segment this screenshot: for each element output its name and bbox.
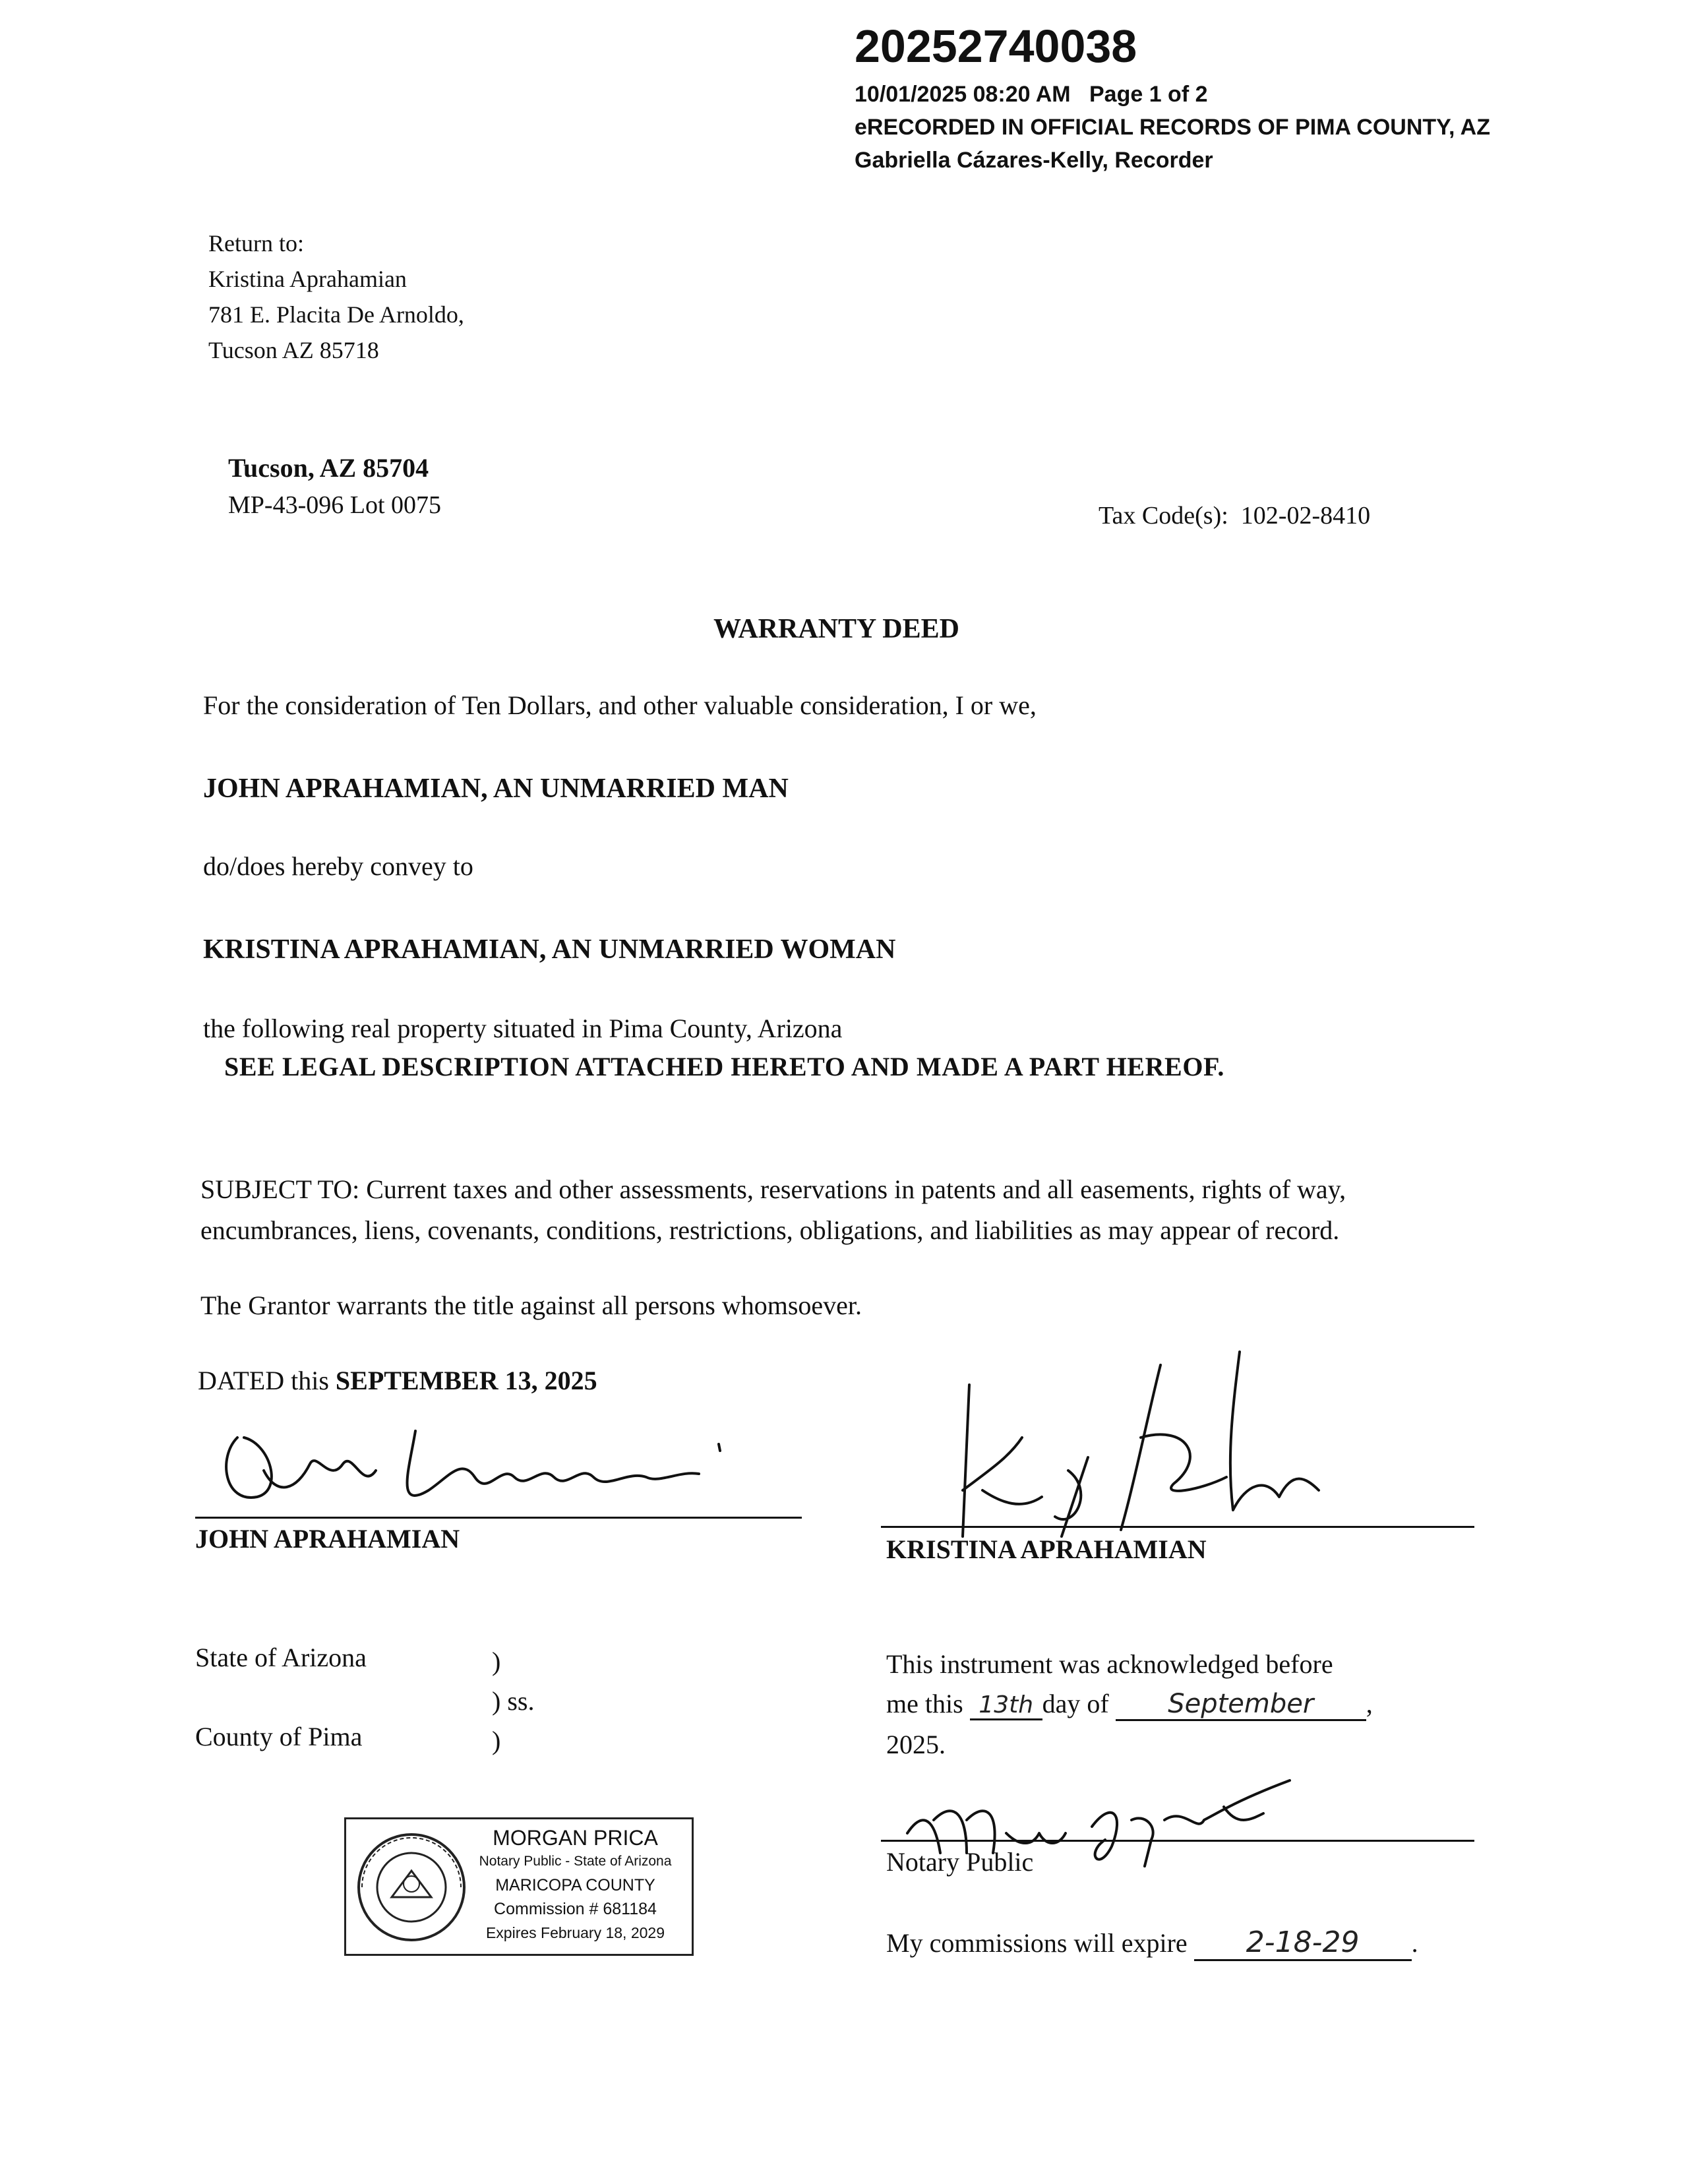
ack-day-of: day of [1042, 1689, 1109, 1718]
expire-period: . [1411, 1928, 1418, 1958]
return-to-address2: Tucson AZ 85718 [208, 337, 379, 363]
tax-code-value: 102-02-8410 [1240, 502, 1371, 530]
property-city: Tucson, AZ 85704 [228, 453, 429, 483]
recorder-line: Gabriella Cázares-Kelly, Recorder [855, 148, 1213, 173]
tax-code-label: Tax Code(s): [1099, 502, 1228, 530]
stamp-commission: Commission # 681184 [494, 1900, 657, 1918]
property-parcel: MP-43-096 Lot 0075 [228, 491, 441, 519]
notary-label: Notary Public [886, 1847, 1034, 1877]
subject-to-line2: encumbrances, liens, covenants, conditions, restrictions, obligations, and liabilities as may appear of record. [200, 1215, 1340, 1245]
stamp-text [462, 1826, 689, 1945]
recording-datetime [855, 82, 1208, 107]
ack-line1: This instrument was acknowledged before [886, 1649, 1333, 1679]
ack-line2 [886, 1688, 1373, 1721]
deed-title: WARRANTY DEED [713, 614, 959, 644]
return-to-block [208, 226, 464, 368]
grantor-name: JOHN APRAHAMIAN [195, 1524, 460, 1554]
venue-state: State of Arizona [195, 1643, 367, 1672]
ack-me-this: me this [886, 1689, 963, 1718]
consideration-text: For the consideration of Ten Dollars, and other valuable consideration, I or we, [203, 690, 1037, 720]
grantor-line: JOHN APRAHAMIAN, AN UNMARRIED MAN [203, 774, 789, 804]
grantor-signature-line [195, 1517, 802, 1519]
legal-reference: SEE LEGAL DESCRIPTION ATTACHED HERETO AND MADE A PART HEREOF. [224, 1052, 1225, 1081]
expire-value: 2-18-29 [1194, 1926, 1412, 1961]
venue-county: County of Pima [195, 1722, 363, 1751]
dated-line [198, 1365, 597, 1396]
recorded-line: eRECORDED IN OFFICIAL RECORDS OF PIMA COUNTY, AZ [855, 115, 1491, 140]
grantee-line: KRISTINA APRAHAMIAN, AN UNMARRIED WOMAN [203, 934, 896, 965]
venue-paren-1: ) [492, 1647, 501, 1676]
dated-prefix: DATED this [198, 1366, 336, 1395]
ack-month-value: September [1116, 1689, 1366, 1721]
expire-label: My commissions will expire [886, 1928, 1188, 1958]
notary-signature-line [881, 1840, 1474, 1842]
arizona-seal-icon [355, 1831, 467, 1943]
document-number: 20252740038 [855, 20, 1137, 72]
stamp-name: MORGAN PRICA [493, 1826, 658, 1850]
ack-day-value: 13th [970, 1691, 1042, 1720]
recording-date: 10/01/2025 08:20 AM [855, 82, 1071, 107]
subject-to-line1: SUBJECT TO: Current taxes and other assessments, reservations in patents and all easements, rights of way, [200, 1174, 1346, 1204]
property-text: the following real property situated in Pima County, Arizona [203, 1014, 843, 1043]
page-info: Page 1 of 2 [1089, 82, 1208, 107]
expire-line [886, 1926, 1418, 1961]
grantee-signature-line [881, 1526, 1474, 1528]
return-to-address1: 781 E. Placita De Arnoldo, [208, 301, 464, 328]
stamp-county: MARICOPA COUNTY [495, 1876, 655, 1895]
ack-year: 2025. [886, 1730, 946, 1759]
stamp-line1: Notary Public - State of Arizona [479, 1854, 672, 1869]
warranty-text: The Grantor warrants the title against all persons whomsoever. [200, 1290, 862, 1320]
return-to-label: Return to: [208, 230, 304, 257]
grantee-signature [923, 1339, 1385, 1550]
venue-paren-2: ) [492, 1726, 501, 1755]
stamp-expires: Expires February 18, 2029 [485, 1924, 665, 1941]
return-to-name: Kristina Aprahamian [208, 266, 407, 292]
convey-text: do/does hereby convey to [203, 851, 473, 881]
notary-stamp [344, 1817, 694, 1956]
ack-comma: , [1366, 1689, 1373, 1718]
dated-date: SEPTEMBER 13, 2025 [335, 1366, 597, 1395]
grantee-name: KRISTINA APRAHAMIAN [886, 1534, 1207, 1564]
tax-code [1099, 501, 1370, 530]
venue-ss: ) ss. [492, 1686, 535, 1716]
grantor-signature [198, 1398, 791, 1530]
